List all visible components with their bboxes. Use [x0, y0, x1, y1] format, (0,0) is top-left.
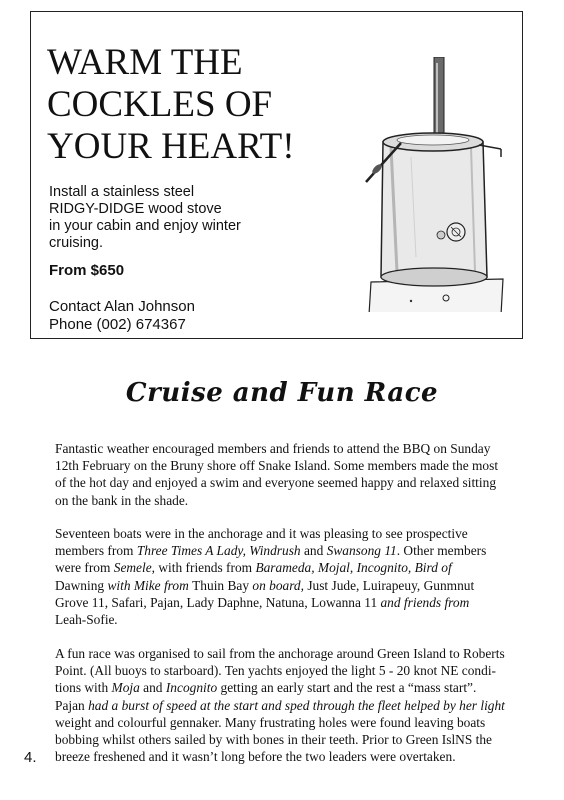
article-text: tions with [55, 680, 112, 696]
article-line [55, 492, 525, 509]
boat-name: Barameda, Mojal, Incognito, Bird of [255, 560, 452, 576]
article-text: breeze freshened and it wasn’t long before the two leaders were overtaken. [55, 749, 456, 765]
article-text: , with friends from [151, 560, 256, 576]
article-title: Cruise and Fun Race [125, 378, 439, 408]
article-text: of the hot day and enjoyed a swim and everyone seemed happy and relaxed sitting [55, 475, 497, 491]
article-text: . Other members [396, 543, 487, 559]
article-text: weight and colourful gennaker. Many frustrating holes were found leaving boats [55, 714, 486, 730]
boat-name: Incognito [165, 680, 218, 696]
article-text: Leah-Sofie [55, 612, 115, 628]
ad-description-line: in your cabin and enjoy winter [49, 218, 241, 234]
article-text: Grove 11, Safari, Pajan, Lady Daphne, Natuna, Lowanna 11 [55, 594, 378, 610]
article-text: and [139, 680, 166, 696]
article-text: A fun race was organised to sail from the anchorage around Green Island to Roberts [55, 646, 505, 661]
boat-name: with Mike from [104, 577, 193, 593]
article-text: Just Jude, Luirapeuy, Gunmnut [307, 577, 475, 593]
wood-stove-illustration [361, 57, 511, 312]
boat-name: . [114, 612, 118, 628]
ad-headline-line: WARM THE [47, 42, 243, 83]
ad-price: From $650 [49, 262, 125, 279]
ad-description-line: Install a stainless steel [49, 184, 195, 200]
boat-name: and friends from [377, 594, 470, 610]
article-text: getting an early start and the rest a “mass start”. [217, 680, 477, 696]
ad-contact [49, 298, 195, 334]
article-text: Fantastic weather encouraged members and friends to attend the BBQ on Sunday [55, 441, 491, 456]
page-number: 4. [24, 749, 37, 766]
boat-name: Semele [113, 560, 152, 576]
article-line [55, 645, 525, 662]
article-text: Dawning [55, 577, 105, 593]
article-line [55, 714, 525, 731]
article-text: bobbing whilst others sailed by with bones in their teeth. Prior to Green IslNS the [55, 732, 492, 748]
boat-name: Moja [111, 680, 140, 696]
article-text: Thuin Bay [192, 577, 250, 593]
article-line [55, 577, 525, 594]
ad-description-line: cruising. [49, 235, 103, 251]
article-line [55, 525, 525, 542]
article-text: and [300, 543, 327, 559]
ad-description [49, 184, 309, 252]
article-text: Pajan [55, 697, 85, 713]
article-text: members from [55, 543, 137, 559]
advertisement-box [30, 11, 523, 339]
article-line [55, 731, 525, 748]
boat-name: on board, [249, 577, 308, 593]
ad-headline [47, 42, 295, 168]
ad-contact-phone: Phone (002) 674367 [49, 316, 186, 333]
article-paragraph [55, 645, 525, 765]
article-paragraph [55, 525, 525, 628]
boat-name: Swansong 11 [326, 543, 397, 559]
article-text: 12th February on the Bruny shore off Snake Island. Some members made the most [55, 458, 499, 474]
article-line [55, 559, 525, 576]
article-text: on the bank in the shade. [55, 492, 189, 508]
ad-contact-name: Contact Alan Johnson [49, 298, 195, 315]
article-line [55, 611, 525, 628]
article-text: were from [55, 560, 114, 576]
article-text: Seventeen boats were in the anchorage and it was pleasing to see prospective [55, 526, 468, 541]
ad-headline-line: COCKLES OF [47, 84, 273, 125]
boat-name: had a burst of speed at the start and sped through the fleet helped by her light [84, 697, 505, 713]
ad-description-line: RIDGY-DIDGE wood stove [49, 201, 222, 217]
article-paragraph [55, 440, 525, 509]
ad-headline-line: YOUR HEART! [47, 126, 295, 167]
article-line [55, 594, 525, 611]
boat-name: Three Times A Lady, Windrush [136, 543, 301, 559]
article-line [55, 748, 525, 765]
article-line [55, 542, 525, 559]
article-text: Point. (All buoys to starboard). Ten yachts enjoyed the light 5 - 20 knot NE condi- [55, 663, 497, 679]
article-line [55, 697, 525, 714]
article-line [55, 440, 525, 457]
article-line [55, 474, 525, 491]
article-line [55, 679, 525, 696]
article-line [55, 457, 525, 474]
article-line [55, 662, 525, 679]
